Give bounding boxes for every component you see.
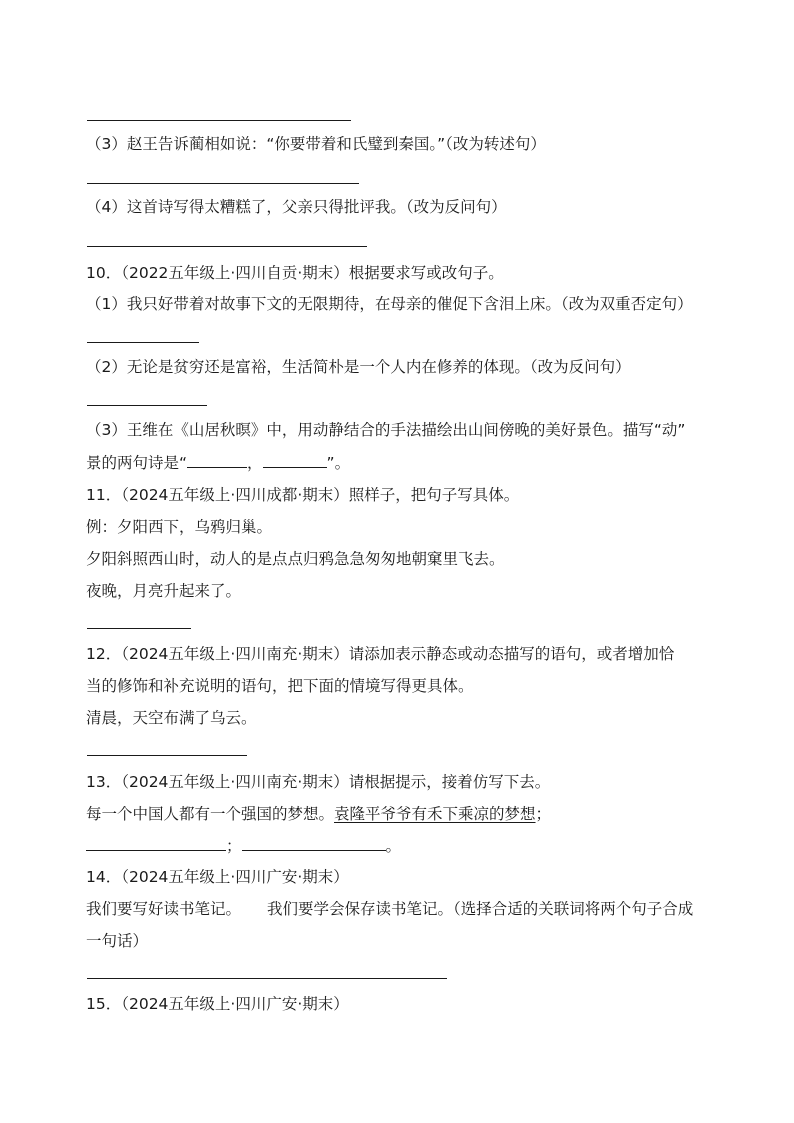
question-10-3b-prefix: 景的两句诗是“ <box>86 454 188 472</box>
question-10-3b <box>86 452 710 474</box>
question-11-task: 夜晚，月亮升起来了。 <box>86 582 242 600</box>
answer-line[interactable] <box>87 183 359 184</box>
question-13-answer-row <box>86 835 710 857</box>
question-10-2: （2）无论是贫穷还是富裕，生活简朴是一个人内在修养的体现。（改为反问句） <box>86 358 631 376</box>
answer-line[interactable] <box>87 120 351 121</box>
question-10-1: （1）我只好带着对故事下文的无限期待，在母亲的催促下含泪上床。（改为双重否定句） <box>86 295 693 313</box>
semicolon: ； <box>226 837 242 855</box>
fill-blank[interactable] <box>242 836 386 851</box>
question-13-title: 13．（2024五年级上·四川南充·期末）请根据提示，接着仿写下去。 <box>86 773 551 791</box>
question-10-3a: （3）王维在《山居秋暝》中，用动静结合的手法描绘出山间傍晚的美好景色。描写“动” <box>86 421 686 439</box>
semicolon: ； <box>535 805 552 823</box>
question-14-title: 14．（2024五年级上·四川广安·期末） <box>86 868 349 886</box>
answer-line[interactable] <box>87 755 247 756</box>
fill-blank[interactable] <box>187 453 247 468</box>
question-14-sentence-a: 我们要写好读书笔记。 <box>86 900 242 918</box>
question-11-title: 11．（2024五年级上·四川成都·期末）照样子，把句子写具体。 <box>86 486 520 504</box>
question-13-example <box>86 803 710 825</box>
answer-line[interactable] <box>87 246 367 247</box>
question-9-3: （3）赵王告诉蔺相如说：“你要带着和氏璧到秦国。”（改为转述句） <box>86 135 546 153</box>
question-14-body <box>86 898 710 920</box>
question-14-sentence-b: 我们要学会保存读书笔记。（选择合适的关联词将两个句子合成 <box>267 900 694 918</box>
answer-line[interactable] <box>87 978 447 979</box>
fill-blank[interactable] <box>263 453 327 468</box>
fill-blank[interactable] <box>86 836 226 851</box>
question-12-line2: 当的修饰和补充说明的语句，把下面的情境写得更具体。 <box>86 677 474 695</box>
question-12-line1: 12．（2024五年级上·四川南充·期末）请添加表示静态或动态描写的语句，或者增加恰 <box>86 645 675 663</box>
answer-line[interactable] <box>87 405 207 406</box>
question-11-example-answer: 夕阳斜照西山时，动人的是点点归鸦急急匆匆地朝窠里飞去。 <box>86 550 505 568</box>
answer-line[interactable] <box>87 342 199 343</box>
question-14-body-cont: 一句话） <box>86 932 149 950</box>
comma: ， <box>247 454 263 472</box>
question-12-task: 清晨，天空布满了乌云。 <box>86 709 257 727</box>
period: 。 <box>385 837 402 855</box>
question-13-underlined: 袁隆平爷爷有禾下乘凉的梦想 <box>334 805 536 823</box>
question-9-4: （4）这首诗写得太糟糕了，父亲只得批评我。（改为反问句） <box>86 198 507 216</box>
question-10-3b-suffix: ”。 <box>326 454 351 472</box>
question-15-title: 15．（2024五年级上·四川广安·期末） <box>86 995 349 1013</box>
question-11-example: 例：夕阳西下，乌鸦归巢。 <box>86 518 273 536</box>
question-13-prefix: 每一个中国人都有一个强国的梦想。 <box>86 805 335 823</box>
question-10-title: 10．（2022五年级上·四川自贡·期末）根据要求写或改句子。 <box>86 264 504 282</box>
answer-line[interactable] <box>87 628 191 629</box>
